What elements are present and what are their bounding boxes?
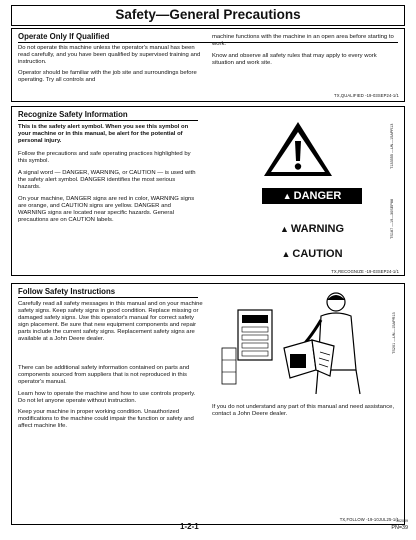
reference-code: TX,FOLLOW -19-10JUL25-1/1 <box>339 517 399 522</box>
follow-paragraph-4: Keep your machine in proper working condition. Unauthorized modifications to the machine could impair the function or safety and affect machine life. <box>18 409 194 429</box>
section-heading: Operate Only If Qualified <box>18 32 110 41</box>
caution-label: CAUTION <box>292 248 343 260</box>
page-number: 1-2-1 <box>180 522 199 531</box>
operator-reading-manual-illustration <box>216 290 386 395</box>
alert-triangle-icon: ▲ <box>279 224 289 234</box>
page-title: Safety—General Precautions <box>11 5 405 26</box>
safety-alert-triangle-icon <box>263 121 333 177</box>
warning-label: WARNING <box>290 223 345 235</box>
follow-paragraph-2: There can be additional safety information contained on parts and components sourced from suppliers that is not reproduced in this operator's manual. <box>18 365 190 385</box>
alert-triangle-icon: ▲ <box>281 249 291 259</box>
qualified-paragraph-1: Do not operate this machine unless the operator's manual has been read carefully, and you have been qualified by supervised training and instruction. <box>18 45 201 65</box>
recognize-paragraph-3: A signal word — DANGER, WARNING, or CAUTION — is used with the safety alert symbol. DANGER identifies the most serious hazards. <box>18 170 196 190</box>
document-code: 102009 <box>396 519 408 523</box>
danger-label: DANGER <box>293 190 342 202</box>
caution-signal-word <box>262 246 362 262</box>
follow-paragraph-3: Learn how to operate the machine and how to use controls properly. Do not let anyone operate without instruction. <box>18 391 196 404</box>
danger-signal-word <box>262 188 362 204</box>
recognize-paragraph-4: On your machine, DANGER signs are red in color, WARNING signs are orange, and CAUTION signs are yellow. DANGER and WARNING signs are located near specific hazards. General precautions are on CAUTION labels. <box>18 196 195 223</box>
qualified-paragraph-2: Operator should be familiar with the job site and surroundings before operating. Try all controls and <box>18 70 197 83</box>
reference-code: TX,RECOGNIZE -19-03SEP24-1/1 <box>331 269 399 274</box>
figure-code: T133555 —UN—15APR13 <box>390 123 394 169</box>
figure-code: TS187 —19—30SEP88 <box>390 198 394 239</box>
section-heading: Follow Safety Instructions <box>18 287 116 296</box>
reference-code: TX,QUALIFIED -19-03SEP24-1/1 <box>334 93 399 98</box>
heading-rule <box>18 120 198 121</box>
recognize-paragraph-1: This is the safety alert symbol. When you see this symbol on your machine or in this manual, be alert for the potential of personal injury. <box>18 124 189 144</box>
qualified-paragraph-4: Know and observe all safety rules that may apply to every work situation and work site. <box>212 53 377 66</box>
alert-triangle-icon: ▲ <box>282 191 292 201</box>
warning-signal-word <box>262 221 362 237</box>
section-recognize-safety-information <box>11 106 405 276</box>
section-operate-only-if-qualified <box>11 28 405 102</box>
section-follow-safety-instructions <box>11 283 405 525</box>
figure-code: TS201 —UN—15APR13 <box>392 312 396 354</box>
section-heading: Recognize Safety Information <box>18 110 128 119</box>
heading-rule <box>18 297 198 298</box>
recognize-paragraph-2: Follow the precautions and safe operating practices highlighted by this symbol. <box>18 151 191 164</box>
follow-paragraph-1: Carefully read all safety messages in this manual and on your machine safety signs. Keep safety signs in good condition. Replace missing or damaged safety signs. Use this operator's manual for correct safety sign placement. Be sure that new equipment components and repair parts include the current safety signs. Replacement safety signs are available at a John Deere dealer. <box>18 301 203 342</box>
pn-number: PN=39 <box>391 525 408 531</box>
follow-paragraph-5: If you do not understand any part of this manual and need assistance, contact a John Deere dealer. <box>212 404 395 417</box>
qualified-paragraph-3: machine functions with the machine in an open area before starting to work. <box>212 34 394 47</box>
